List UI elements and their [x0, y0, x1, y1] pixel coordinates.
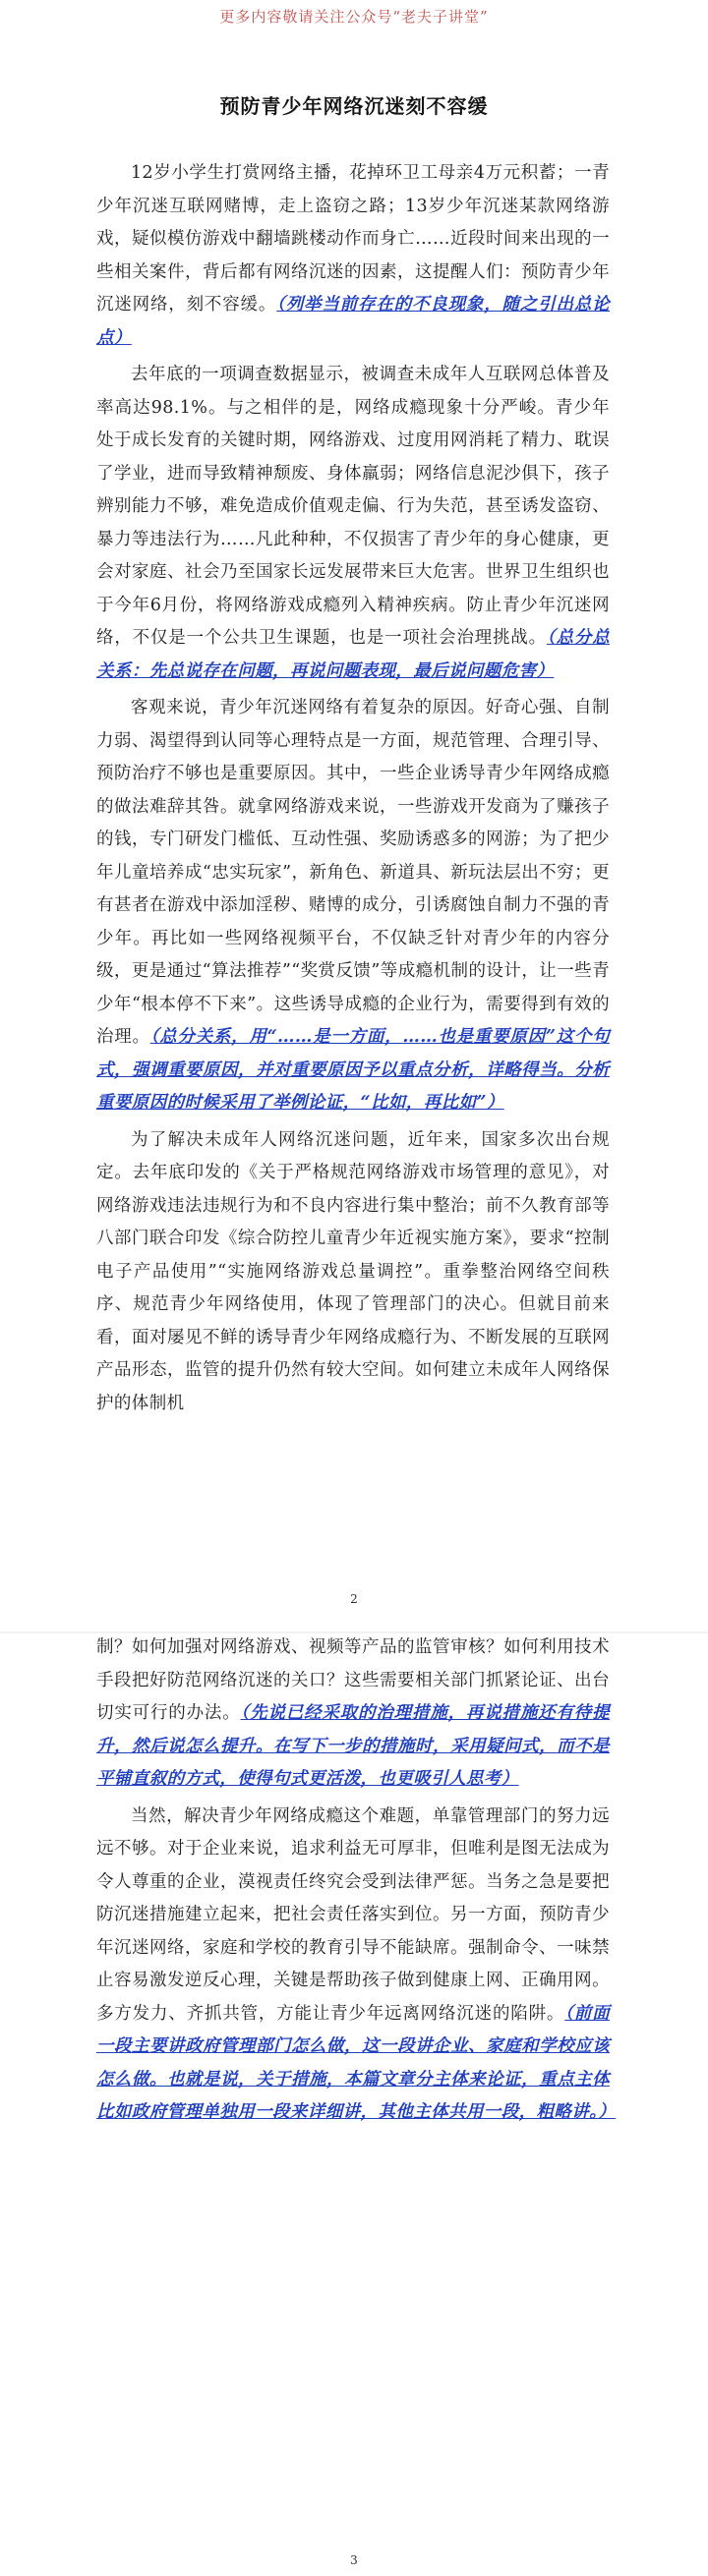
page-number-3: 3	[350, 2553, 358, 2567]
paragraph-4-text-page-1: 为了解决未成年人网络沉迷问题，近年来，国家多次出台规定。去年底印发的《关于严格规范网络游戏市场管理的意见》，对网络游戏违法违规行为和不良内容进行集中整治；前不久教育部等八部门联合印发《综合防控儿童青少年近视实施方案》，要求“控制电子产品使用”“实施网络游戏总量调控”。重拳整治网络空间秩序、规范青少年网络使用，体现了管理部门的决心。但就目前来看，面对屡见不鲜的诱导青少年网络成瘾行为、不断发展的互联网产品形态，监管的提升仍然有较大空间。如何建立未成年人网络保护的体制机	[96, 1129, 610, 1413]
paragraph-5-annotation: （前面一段主要讲政府管理部门怎么做，这一段讲企业、家庭和学校应该怎么做。也就是说，关于措施，本篇文章分主体来论证，重点主体比如政府管理单独用一段来详细讲，其他主体共用一段，粗略讲。）	[96, 2003, 617, 2122]
paragraph-3-text: 客观来说，青少年沉迷网络有着复杂的原因。好奇心强、自制力弱、渴望得到认同等心理特点是一方面，规范管理、合理引导、预防治疗不够也是重要原因。其中，一些企业诱导青少年网络成瘾的做法难辞其咎。就拿网络游戏来说，一些游戏开发商为了赚孩子的钱，专门研发门槛低、互动性强、奖励诱惑多的网游；为了把少年儿童培养成“忠实玩家”，新角色、新道具、新玩法层出不穷；更有甚者在游戏中添加淫秽、赌博的成分，引诱腐蚀自制力不强的青少年。再比如一些网络视频平台，不仅缺乏针对青少年的内容分级，更是通过“算法推荐”“奖赏反馈”等成瘾机制的设计，让一些青少年“根本停不下来”。这些诱导成瘾的企业行为，需要得到有效的治理。	[96, 698, 610, 1047]
paragraph-2	[96, 359, 610, 688]
promo-header: 更多内容敬请关注公众号“老夫子讲堂”	[219, 8, 489, 26]
paragraph-3-annotation: （总分关系，用“……是一方面，……也是重要原因”这个句式，强调重要原因，并对重要原因予以重点分析，详略得当。分析重要原因的时候采用了举例论证，“比如，再比如”）	[96, 1027, 610, 1113]
paragraph-2-text: 去年底的一项调查数据显示，被调查未成年人互联网总体普及率高达98.1%。与之相伴的是，网络成瘾现象十分严峻。青少年处于成长发育的关键时期，网络游戏、过度用网消耗了精力、耽误了学业，进而导致精神颓废、身体羸弱；网络信息泥沙俱下，孩子辨别能力不够，难免造成价值观走偏、行为失范，甚至诱发盗窃、暴力等违法行为……凡此种种，不仅损害了青少年的身心健康，更会对家庭、社会乃至国家长远发展带来巨大危害。世界卫生组织也于今年6月份，将网络游戏成瘾列入精神疾病。防止青少年沉迷网络，不仅是一个公共卫生课题，也是一项社会治理挑战。	[96, 365, 610, 648]
article-title: 预防青少年网络沉迷刻不容缓	[219, 94, 489, 118]
page-number-2: 2	[350, 1592, 358, 1606]
paragraph-4-part-1	[96, 1124, 610, 1421]
paragraph-1-text: 12岁小学生打赏网络主播，花掉环卫工母亲4万元积蓄；一青少年沉迷互联网赌博，走上盗窃之路；13岁少年沉迷某款网络游戏，疑似模仿游戏中翻墙跳楼动作而身亡……近段时间来出现的一些相关案件，背后都有网络沉迷的因素，这提醒人们：预防青少年沉迷网络，刻不容缓。	[96, 163, 610, 315]
page-2-body	[96, 1631, 617, 2134]
paragraph-5	[96, 1801, 617, 2130]
paragraph-5-text: 当然，解决青少年网络成瘾这个难题，单靠管理部门的努力远远不够。对于企业来说，追求利益无可厚非，但唯利是图无法成为令人尊重的企业，漠视责任终究会受到法律严惩。当务之急是要把防沉迷措施建立起来，把社会责任落实到位。另一方面，预防青少年沉迷网络，家庭和学校的教育引导不能缺席。强制命令、一味禁止容易激发逆反心理，关键是帮助孩子做到健康上网、正确用网。多方发力、齐抓共管，方能让青少年远离网络沉迷的陷阱。	[96, 1805, 610, 2024]
paragraph-1-annotation: （列举当前存在的不良现象，随之引出总论点）	[96, 295, 611, 348]
paragraph-3	[96, 692, 610, 1120]
page-1-body	[96, 157, 610, 1424]
paragraph-1	[96, 157, 610, 355]
paragraph-4-part-2	[96, 1631, 610, 1797]
paragraph-4-text-page-2: 制？如何加强对网络游戏、视频等产品的监管审核？如何利用技术手段把好防范网络沉迷的关口？这些需要相关部门抓紧论证、出台切实可行的办法。	[96, 1637, 610, 1723]
paragraph-2-annotation: （总分总关系：先总说存在问题，再说问题表现，最后说问题危害）	[96, 628, 611, 681]
paragraph-4-annotation: （先说已经采取的治理措施，再说措施还有待提升，然后说怎么提升。在写下一步的措施时，采用疑问式，而不是平铺直叙的方式，使得句式更活泼，也更吸引人思考）	[96, 1703, 610, 1789]
